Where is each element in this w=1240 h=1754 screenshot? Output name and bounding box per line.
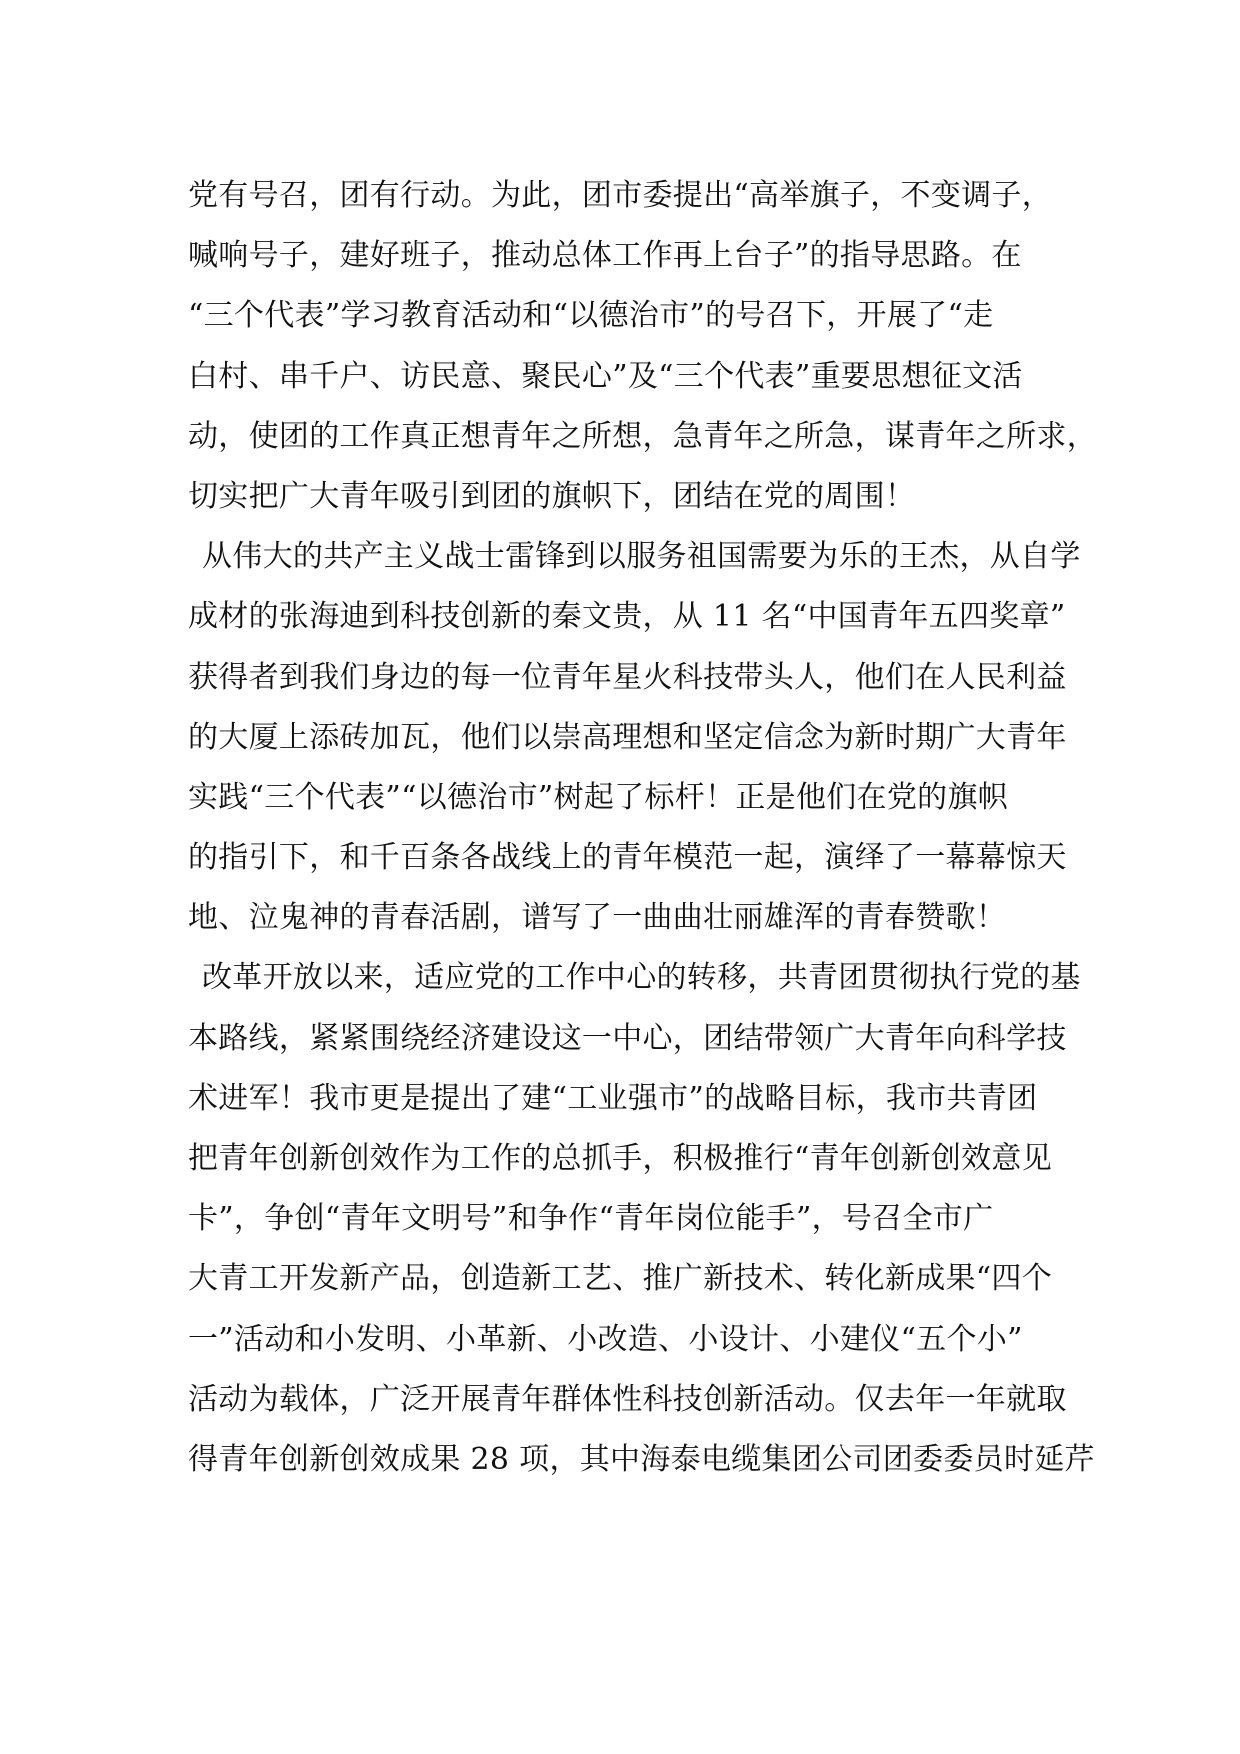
text-line: 成材的张海迪到科技创新的秦文贵，从 11 名“中国青年五四奖章”: [188, 599, 1066, 635]
text-line: 白村、串千户、访民意、聚民心”及“三个代表”重要思想征文活: [188, 358, 1023, 394]
text-line: 得青年创新创效成果 28 项，其中海泰电缆集团公司团委委员时延芹: [188, 1441, 1095, 1477]
text-line: 动，使团的工作真正想青年之所想，急青年之所急，谋青年之所求，: [188, 418, 1097, 454]
text-line: 实践“三个代表”“以德治市”树起了标杆！正是他们在党的旗帜: [188, 779, 1009, 815]
text-line: 本路线，紧紧围绕经济建设这一中心，团结带领广大青年向科学技: [188, 1020, 1067, 1056]
body-text: [188, 166, 1097, 1490]
text-line: 喊响号子，建好班子，推动总体工作再上台子”的指导思路。在: [188, 238, 1022, 274]
text-line: 的指引下，和千百条各战线上的青年模范一起，演绎了一幕幕惊天: [188, 840, 1067, 876]
text-line: 活动为载体，广泛开展青年群体性科技创新活动。仅去年一年就取: [188, 1381, 1067, 1417]
text-line: 把青年创新创效作为工作的总抓手，积极推行“青年创新创效意见: [188, 1141, 1053, 1176]
text-line: 切实把广大青年吸引到团的旗帜下，团结在党的周围！: [188, 478, 916, 514]
paragraph-start-line: 改革开放以来，适应党的工作中心的转移，共青团贯彻执行党的基: [202, 960, 1081, 996]
text-line: 卡”，争创“青年文明号”和争作“青年岗位能手”，号召全市广: [188, 1201, 994, 1237]
text-line: 党有号召，团有行动。为此，团市委提出“高举旗子，不变调子，: [188, 178, 1053, 213]
text-line: 一”活动和小发明、小革新、小改造、小设计、小建仪“五个小”: [188, 1321, 1023, 1357]
text-line: 大青工开发新产品，创造新工艺、推广新技术、转化新成果“四个: [188, 1261, 1053, 1297]
text-line: 的大厦上添砖加瓦，他们以崇高理想和坚定信念为新时期广大青年: [188, 719, 1067, 755]
text-line: “三个代表”学习教育活动和“以德治市”的号召下，开展了“走: [188, 298, 994, 334]
paragraph-start-line: 从伟大的共产主义战士雷锋到以服务祖国需要为乐的王杰，从自学: [202, 539, 1081, 575]
text-line: 地、泣鬼神的青春活剧，谱写了一曲曲壮丽雄浑的青春赞歌！: [188, 900, 1007, 936]
text-line: 术进军！我市更是提出了建“工业强市”的战略目标，我市共青团: [188, 1080, 1038, 1116]
text-line: 获得者到我们身边的每一位青年星火科技带头人，他们在人民利益: [188, 659, 1067, 695]
